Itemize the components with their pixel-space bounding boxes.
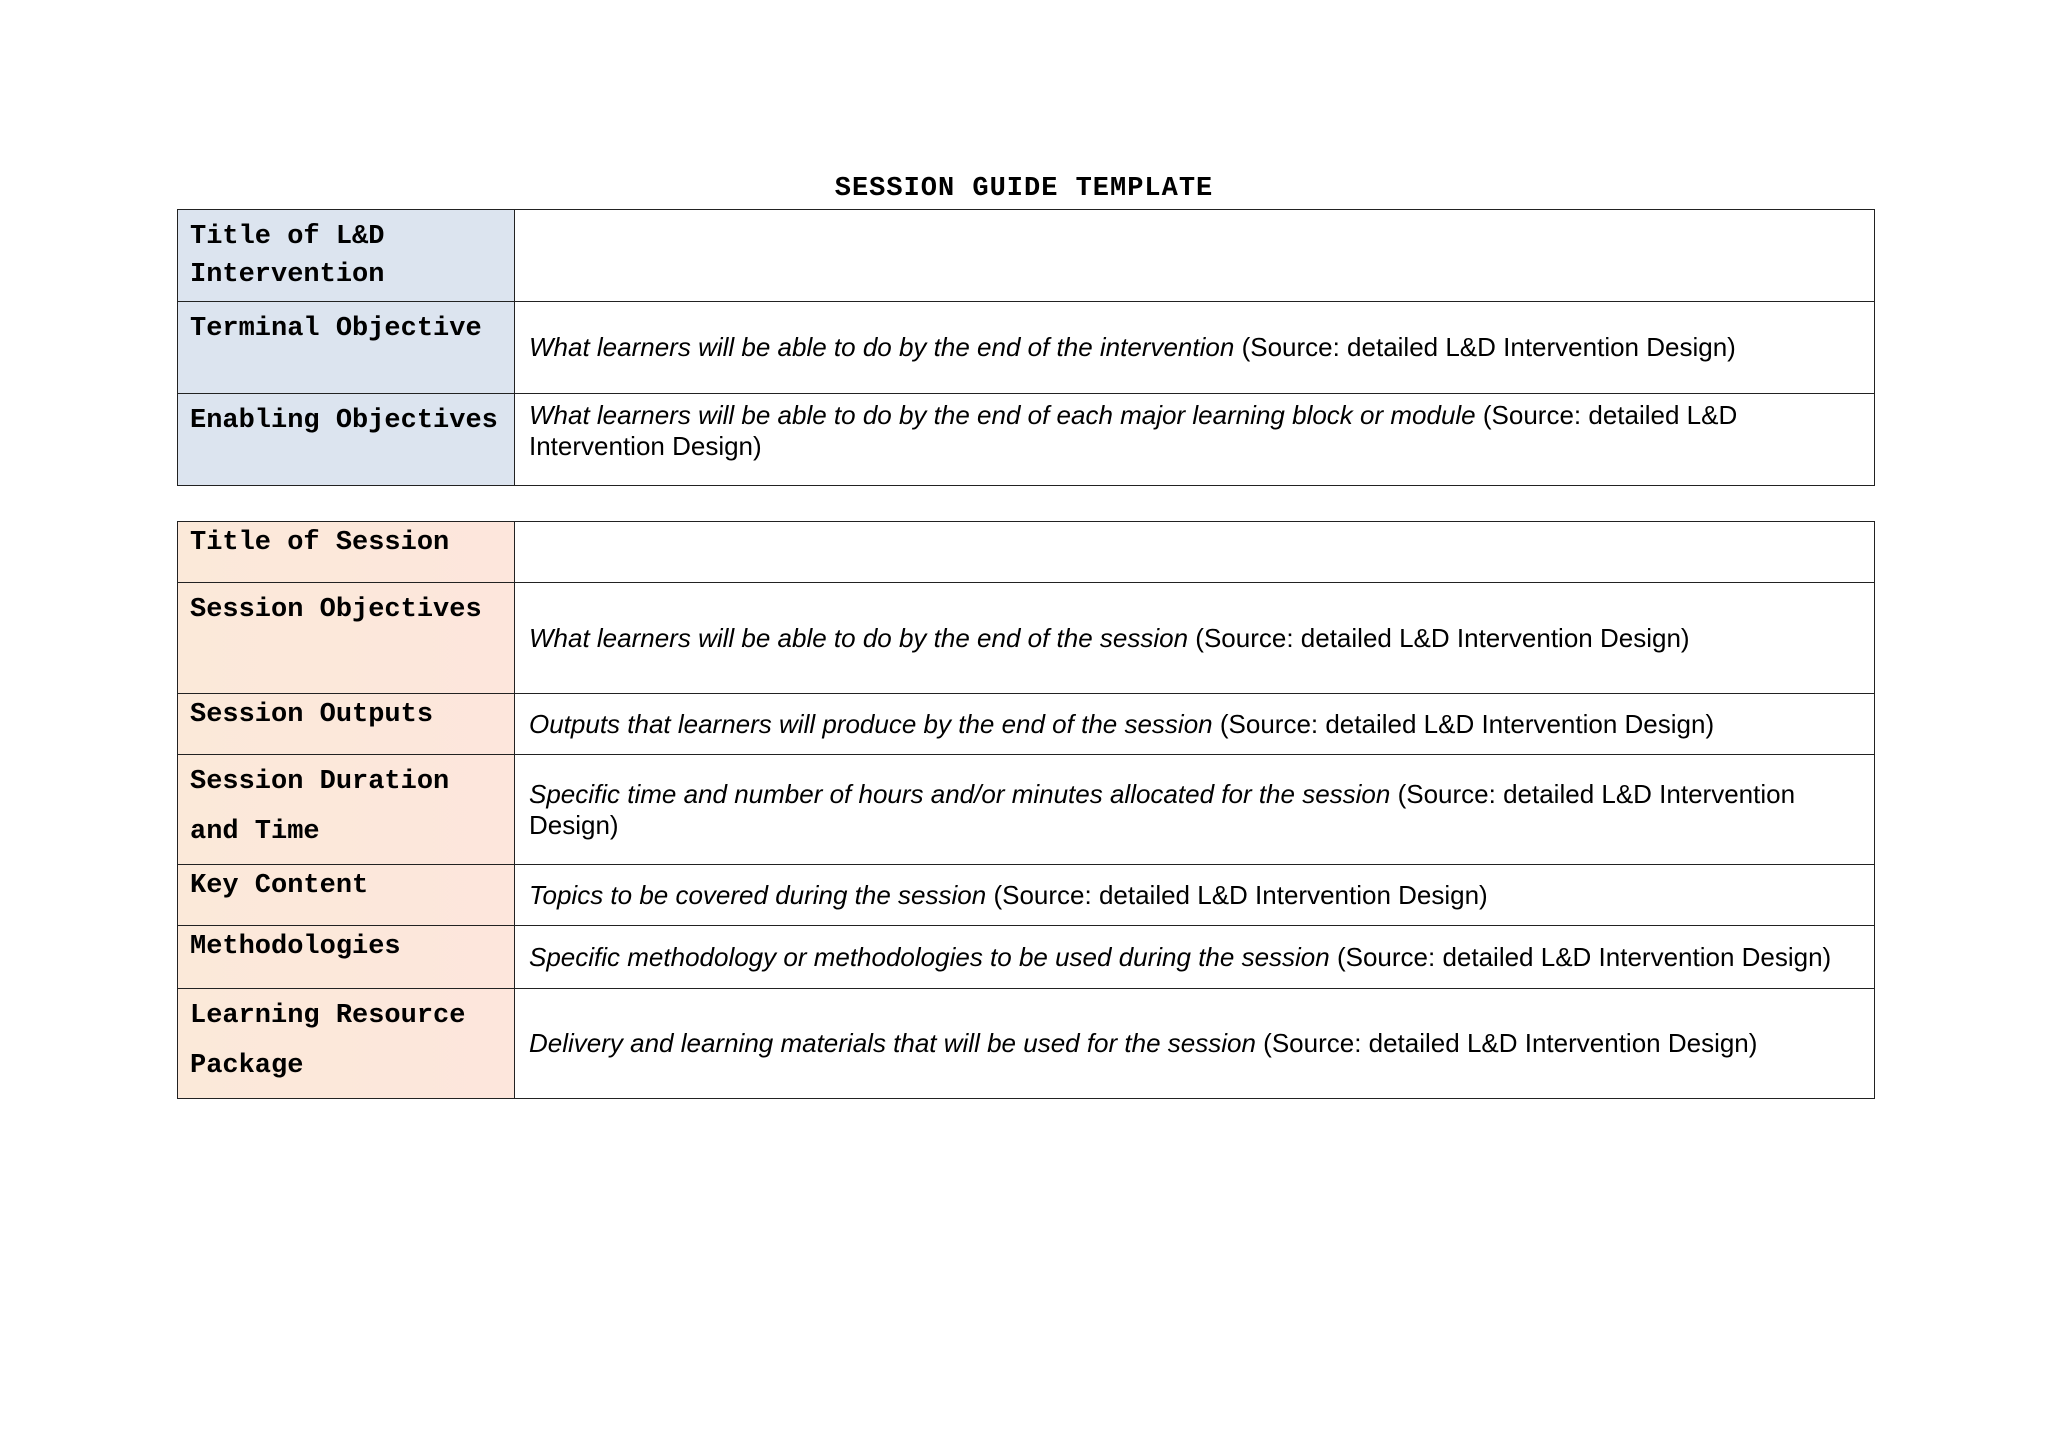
table-row (178, 302, 1875, 394)
session-title-field[interactable] (515, 522, 1875, 583)
row-source: (Source: detailed L&D Intervention Design) (1263, 1028, 1758, 1058)
table-row (178, 394, 1875, 486)
methodologies-field[interactable] (515, 926, 1875, 989)
row-label-cell (178, 989, 515, 1099)
table-row (178, 210, 1875, 302)
table-row (178, 926, 1875, 989)
row-source: (Source: detailed L&D Intervention Design) (993, 879, 1488, 910)
learning-resource-field[interactable] (515, 989, 1875, 1099)
intervention-title-field[interactable] (515, 210, 1875, 302)
row-label: Enabling Objectives (190, 406, 498, 436)
row-label-cell (178, 926, 515, 989)
session-outputs-field[interactable] (515, 694, 1875, 755)
row-source: (Source: detailed L&D Intervention Design) (529, 400, 1738, 461)
row-source: (Source: detailed L&D Intervention Design) (529, 778, 1796, 840)
row-description: Specific methodology or methodologies to be used during the session (529, 941, 1330, 972)
intervention-table (177, 209, 1875, 486)
row-label-cell (178, 522, 515, 583)
row-description: Topics to be covered during the session (529, 879, 987, 910)
row-source: (Source: detailed L&D Intervention Design) (1241, 332, 1736, 362)
session-objectives-field[interactable] (515, 583, 1875, 694)
row-label-cell (178, 302, 515, 394)
row-label-cell (178, 694, 515, 755)
table-row (178, 694, 1875, 755)
page-title: SESSION GUIDE TEMPLATE (834, 174, 1214, 204)
row-label: Title of Session (190, 528, 450, 558)
table-row (178, 755, 1875, 865)
row-label-cell (178, 394, 515, 486)
row-label: Methodologies (190, 932, 401, 962)
row-label: Learning Resource Package (190, 1001, 466, 1081)
table-row (178, 865, 1875, 926)
row-description: What learners will be able to do by the end of each major learning block or module (529, 400, 1476, 430)
row-label: Session Duration and Time (190, 767, 450, 847)
key-content-field[interactable] (515, 865, 1875, 926)
terminal-objective-field[interactable] (515, 302, 1875, 394)
row-label-cell (178, 583, 515, 694)
table-row (178, 583, 1875, 694)
row-description: Specific time and number of hours and/or minutes allocated for the session (529, 778, 1391, 809)
row-source: (Source: detailed L&D Intervention Design) (1219, 708, 1715, 739)
table-row (178, 522, 1875, 583)
row-label: Key Content (190, 871, 369, 901)
row-label-cell (178, 755, 515, 865)
row-source: (Source: detailed L&D Intervention Design) (1336, 941, 1832, 972)
enabling-objectives-field[interactable] (515, 394, 1875, 486)
row-label-cell (178, 865, 515, 926)
row-description: What learners will be able to do by the end of the intervention (529, 332, 1235, 362)
row-label: Session Objectives (190, 595, 482, 625)
row-description: Outputs that learners will produce by the end of the session (529, 708, 1213, 739)
row-description: Delivery and learning materials that will be used for the session (529, 1028, 1256, 1058)
row-label: Session Outputs (190, 700, 434, 730)
row-description: What learners will be able to do by the end of the session (529, 622, 1189, 653)
row-label: Terminal Objective (190, 314, 482, 344)
table-row (178, 989, 1875, 1099)
row-label-cell (178, 210, 515, 302)
row-source: (Source: detailed L&D Intervention Design) (1195, 622, 1690, 653)
session-table (177, 521, 1875, 1099)
session-duration-field[interactable] (515, 755, 1875, 865)
row-label: Title of L&D Intervention (190, 222, 385, 290)
